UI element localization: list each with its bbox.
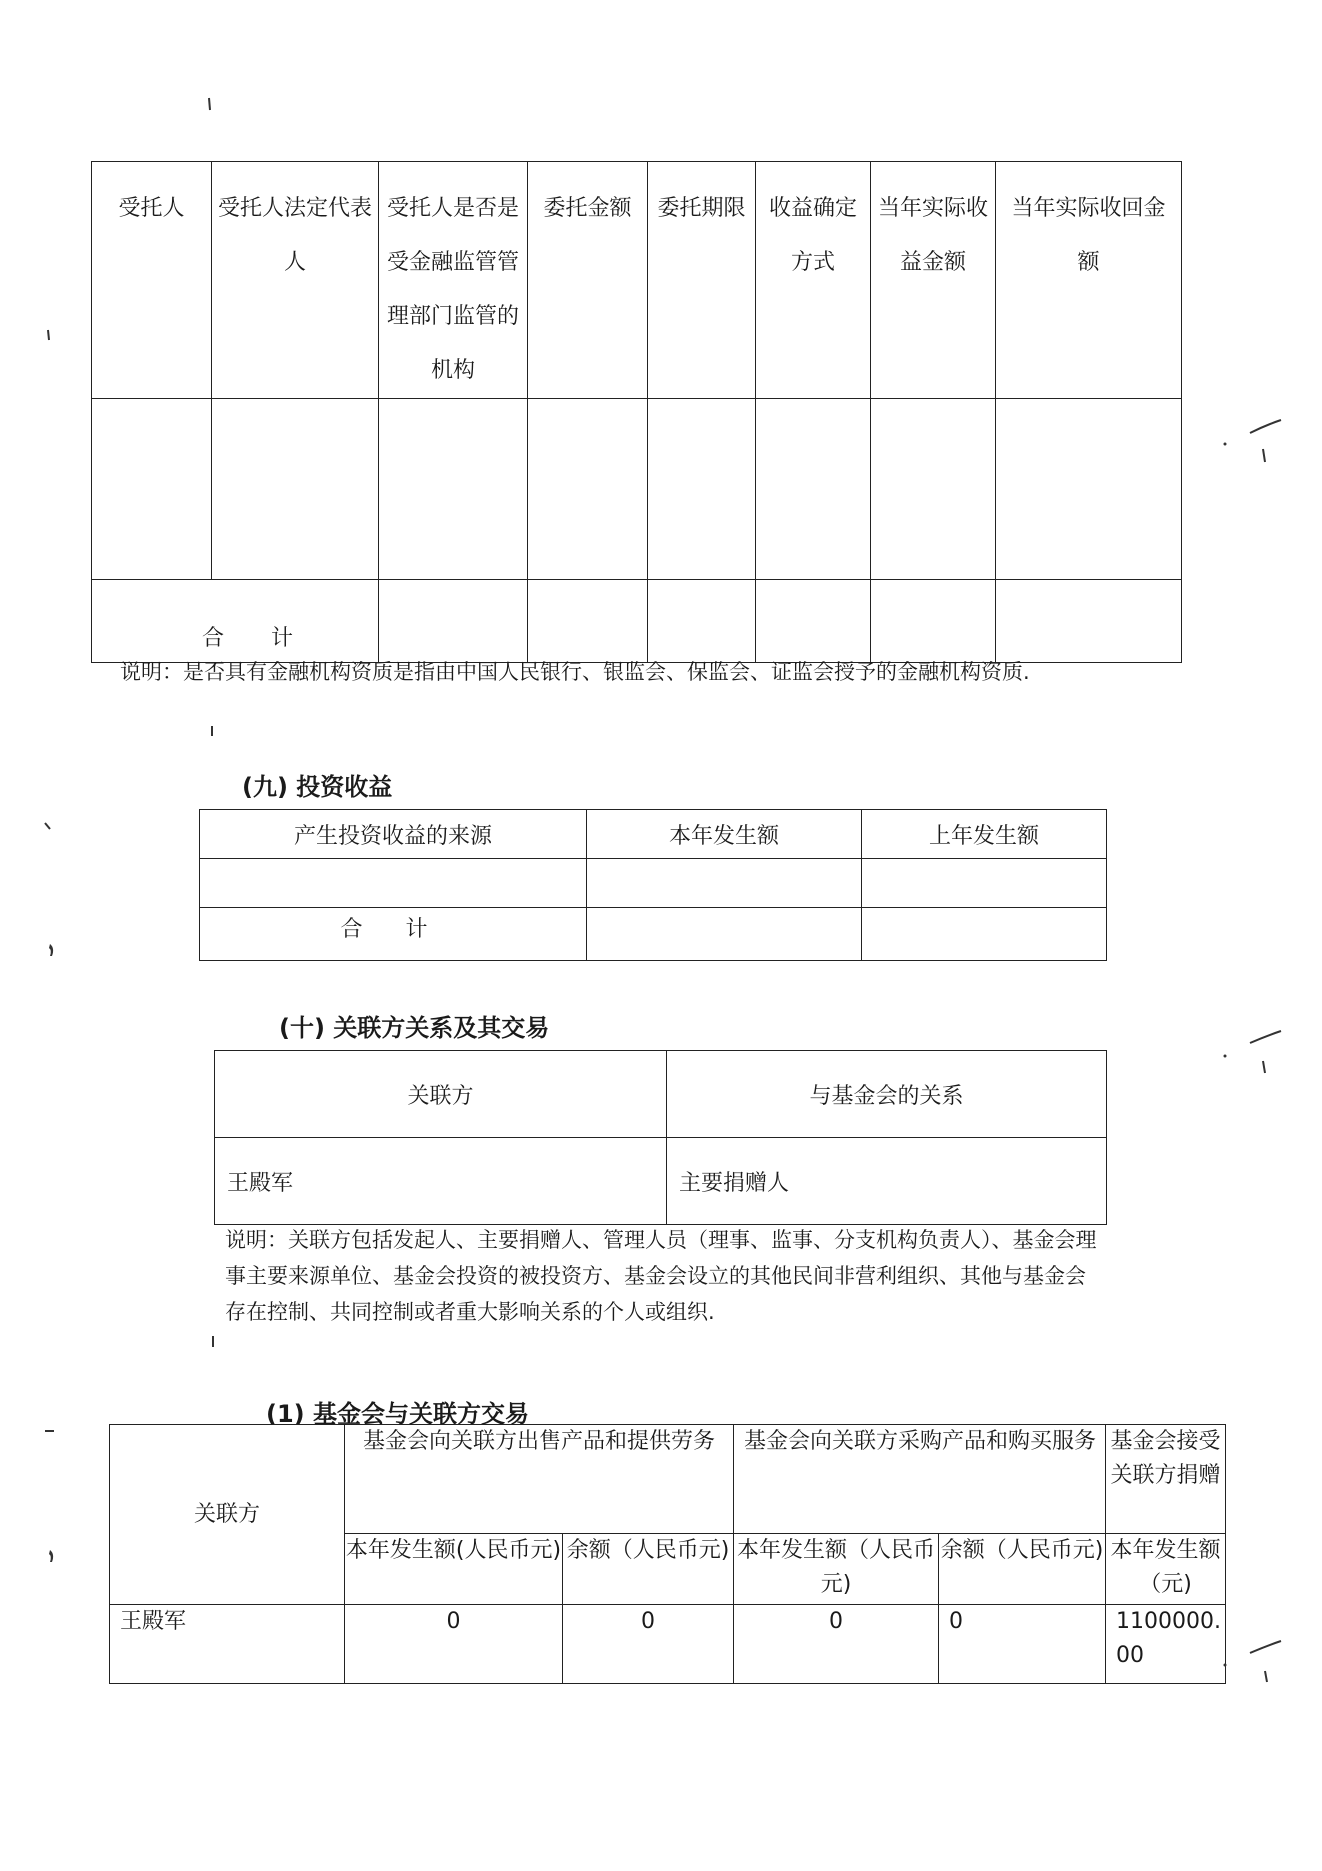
trust-note: 说明：是否具有金融机构资质是指由中国人民银行、银监会、保监会、证监会授予的金融机构资质. [120,660,1030,684]
header-sell-amount: 本年发生额(人民币元) [345,1534,563,1605]
header-legal-rep: 受托人法定代表人 [212,162,379,399]
trust-table [91,161,1182,663]
transaction-buy-balance: 0 [939,1605,1106,1684]
header-group-buy: 基金会向关联方采购产品和购买服务 [734,1425,1106,1534]
transaction-party: 王殿军 [110,1605,345,1684]
header-term: 委托期限 [648,162,756,399]
header-actual-recovered: 当年实际收回金额 [996,162,1182,399]
total-row [92,580,1182,663]
header-amount: 委托金额 [528,162,648,399]
header-regulated: 受托人是否是受金融监管管理部门监管的机构 [379,162,528,399]
transaction-sell-balance: 0 [563,1605,734,1684]
header-party: 关联方 [110,1425,345,1605]
investment-table [199,809,1107,961]
total-label: 合 计 [200,908,587,961]
header-relationship: 与基金会的关系 [667,1051,1107,1138]
header-buy-amount: 本年发生额（人民币元) [734,1534,939,1605]
transaction-sell-amount: 0 [345,1605,563,1684]
transactions-table [109,1424,1226,1684]
header-income-method: 收益确定方式 [756,162,871,399]
header-current-year: 本年发生额 [587,810,862,859]
table-row [92,399,1182,580]
section-transactions-title: (1) 基金会与关联方交易 [266,1400,529,1428]
related-party-name: 王殿军 [215,1138,667,1225]
section-investment-title: (九) 投资收益 [242,773,393,801]
header-buy-balance: 余额（人民币元) [939,1534,1106,1605]
header-prior-year: 上年发生额 [862,810,1107,859]
header-sell-balance: 余额（人民币元) [563,1534,734,1605]
section-related-title: (十) 关联方关系及其交易 [279,1014,550,1042]
header-related-party: 关联方 [215,1051,667,1138]
transaction-buy-amount: 0 [734,1605,939,1684]
related-note: 说明：关联方包括发起人、主要捐赠人、管理人员（理事、监事、分支机构负责人）、基金会理事主要来源单位、基金会投资的被投资方、基金会设立的其他民间非营利组织、其他与基金会存在控制、共同控制或者重大影响关系的个人或组织. [225,1228,1097,1324]
table-row [215,1138,1107,1225]
header-source: 产生投资收益的来源 [200,810,587,859]
header-group-sell: 基金会向关联方出售产品和提供劳务 [345,1425,734,1534]
header-group-donation: 基金会接受关联方捐赠 [1106,1425,1226,1534]
table-row [110,1605,1226,1684]
total-row [200,908,1107,961]
table-row [200,859,1107,908]
transaction-donation-amount: 1100000.00 [1106,1605,1226,1684]
related-party-relationship: 主要捐赠人 [667,1138,1107,1225]
header-donation-amount: 本年发生额（元) [1106,1534,1226,1605]
related-party-table [214,1050,1107,1225]
total-label: 合 计 [92,580,379,663]
header-actual-income: 当年实际收益金额 [871,162,996,399]
header-trustee: 受托人 [92,162,212,399]
